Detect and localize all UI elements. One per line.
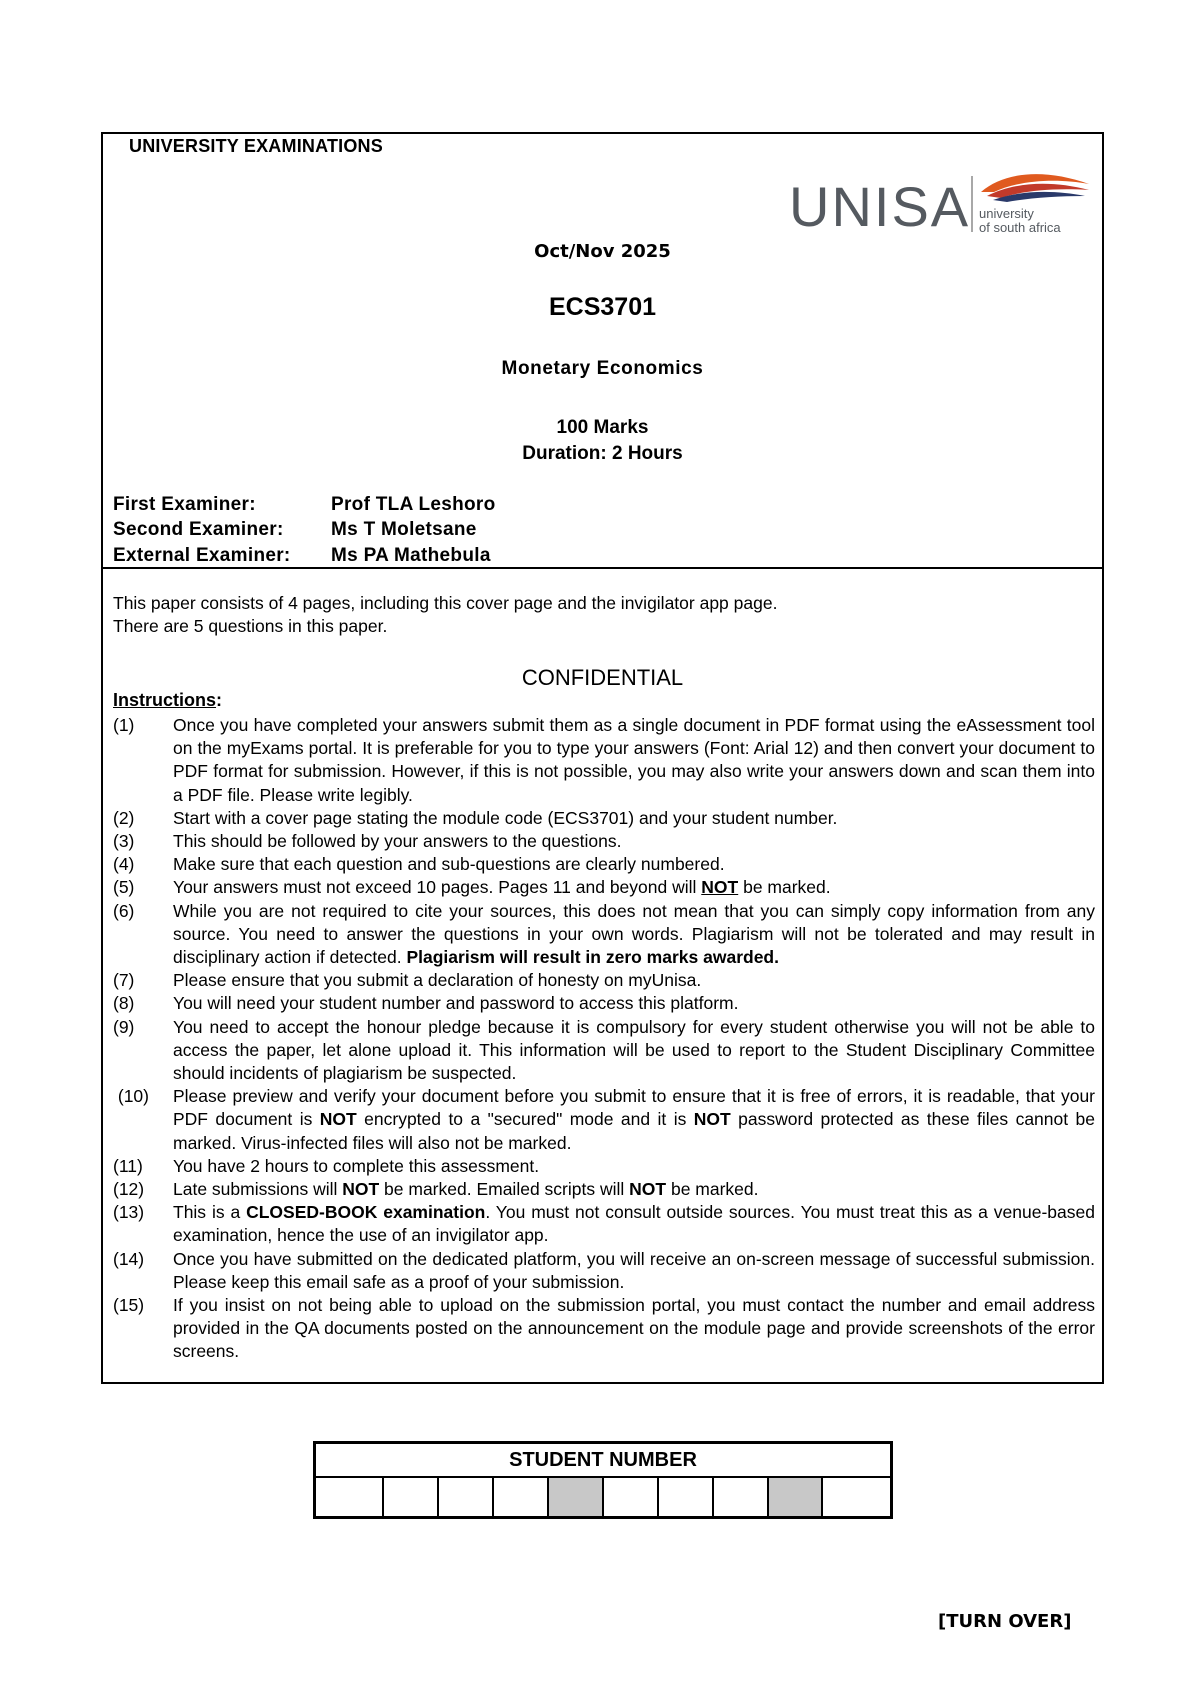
instruction-text-part: be marked. Emailed scripts will xyxy=(379,1179,630,1200)
student-number-cell[interactable] xyxy=(603,1477,658,1518)
unisa-logo-wordmark: UNISA xyxy=(789,175,971,238)
instructions-heading-text: Instructions xyxy=(113,690,217,710)
instruction-text: You will need your student number and password to access this platform. xyxy=(173,993,739,1014)
turn-over-label: [TURN OVER] xyxy=(938,1611,1072,1632)
examiner-row xyxy=(113,492,496,518)
instruction-item xyxy=(113,830,1095,853)
instruction-text xyxy=(173,1178,1095,1201)
instruction-item xyxy=(113,1085,1095,1155)
student-number-cell[interactable] xyxy=(658,1477,713,1518)
instruction-emphasis: NOT xyxy=(342,1179,380,1200)
instruction-item xyxy=(113,1294,1095,1364)
instruction-text: You have 2 hours to complete this assessment. xyxy=(173,1155,540,1176)
instruction-item xyxy=(113,853,1095,876)
instruction-number: (14) xyxy=(113,1248,145,1269)
instruction-emphasis: CLOSED-BOOK examination xyxy=(246,1202,486,1223)
instruction-text: Start with a cover page stating the module code (ECS3701) and your student number. xyxy=(173,807,838,828)
instruction-item xyxy=(113,807,1095,830)
instruction-text: This should be followed by your answers to the questions. xyxy=(173,831,622,852)
confidential-heading: CONFIDENTIAL xyxy=(521,665,684,690)
student-number-cell[interactable] xyxy=(383,1477,438,1518)
instructions-heading-colon: : xyxy=(216,690,223,710)
instruction-emphasis: NOT xyxy=(701,877,739,898)
instruction-text-part: be marked. xyxy=(738,877,831,898)
instruction-text xyxy=(173,1085,1095,1155)
instruction-number: (6) xyxy=(113,900,135,921)
paper-intro xyxy=(113,592,777,638)
instruction-emphasis: Plagiarism will result in zero marks awarded. xyxy=(406,947,779,968)
intro-pages-line: This paper consists of 4 pages, including this cover page and the invigilator app page. xyxy=(113,593,778,613)
instruction-text-part: Please preview and verify your document before you submit to ensure that it is free of errors, it is readable, that your PDF document is xyxy=(173,1086,1095,1130)
instruction-text-part: Your answers must not exceed 10 pages. Pages 11 and beyond will xyxy=(173,877,702,898)
instruction-text xyxy=(173,900,1095,970)
instruction-number: (1) xyxy=(113,715,135,735)
instruction-text: Make sure that each question and sub-questions are clearly numbered. xyxy=(173,854,725,875)
instruction-item xyxy=(113,900,1095,970)
instruction-text-part: Late submissions will xyxy=(173,1179,343,1200)
instruction-item xyxy=(113,1201,1095,1247)
module-name: Monetary Economics xyxy=(501,358,704,379)
instruction-emphasis: NOT xyxy=(319,1109,357,1130)
examiner-name: Prof TLA Leshoro xyxy=(331,493,496,515)
instruction-item xyxy=(113,1016,1095,1086)
student-number-cell-shaded xyxy=(548,1477,603,1518)
unisa-logo-tagline-2: of south africa xyxy=(979,220,1061,235)
examiner-label: Second Examiner: xyxy=(113,519,284,541)
student-number-cell[interactable] xyxy=(822,1477,891,1518)
student-number-header: STUDENT NUMBER xyxy=(315,1443,892,1478)
examiner-row xyxy=(113,518,496,544)
examiner-name: Ms T Moletsane xyxy=(331,519,477,541)
instructions-list xyxy=(113,714,1095,1364)
instruction-text-part: encrypted to a "secured" mode and it is xyxy=(356,1109,694,1130)
instruction-number: (11) xyxy=(113,1155,143,1176)
student-number-cell[interactable] xyxy=(438,1477,493,1518)
instructions-heading xyxy=(113,690,222,711)
instruction-item xyxy=(113,1178,1095,1201)
cover-box xyxy=(101,132,1104,1384)
instruction-item xyxy=(113,992,1095,1015)
instruction-emphasis: NOT xyxy=(693,1109,731,1130)
examiners-list xyxy=(113,492,496,569)
instruction-number: (13) xyxy=(113,1202,145,1223)
intro-questions-line: There are 5 questions in this paper. xyxy=(113,616,388,636)
instruction-text: Please ensure that you submit a declaration of honesty on myUnisa. xyxy=(173,970,702,991)
instruction-item xyxy=(113,876,1095,899)
instruction-text-part: be marked. xyxy=(666,1179,759,1200)
instruction-number: (9) xyxy=(113,1016,135,1037)
exam-date: Oct/Nov 2025 xyxy=(534,241,671,262)
instruction-number: (8) xyxy=(113,993,135,1014)
instruction-number: (15) xyxy=(113,1295,145,1316)
section-divider xyxy=(103,567,1102,569)
student-number-cell[interactable] xyxy=(713,1477,768,1518)
instruction-number: (12) xyxy=(113,1179,145,1200)
module-code: ECS3701 xyxy=(548,293,657,321)
examiner-label: First Examiner: xyxy=(113,493,256,515)
student-number-cell[interactable] xyxy=(315,1477,384,1518)
instruction-number: (5) xyxy=(113,877,135,898)
instruction-number: (3) xyxy=(113,831,135,852)
instruction-number: (7) xyxy=(113,970,135,991)
instruction-item xyxy=(113,1248,1095,1294)
instruction-text-part: While you are not required to cite your sources, this does not mean that you can simply copy information from any source. You need to answer the questions in your own words. Plagiarism will not be tolerated and may result in disciplinary action if detected. xyxy=(173,900,1095,968)
student-number-cell[interactable] xyxy=(493,1477,548,1518)
instruction-number: (4) xyxy=(113,854,135,875)
instruction-number: (10) xyxy=(113,1086,149,1107)
instruction-text: You need to accept the honour pledge because it is compulsory for every student otherwise you will not be able to access the paper, let alone upload it. This information will be used to report to the Student Disciplinary Committee should incidents of plagiarism be suspected. xyxy=(173,1016,1095,1084)
student-number-table xyxy=(313,1441,893,1519)
exam-duration: Duration: 2 Hours xyxy=(522,443,683,464)
instruction-item xyxy=(113,1155,1095,1178)
instruction-text-part: password protected as these files cannot be marked. Virus-infected files will also not be marked. xyxy=(173,1109,1096,1153)
instruction-text: Once you have completed your answers submit them as a single document in PDF format using the eAssessment tool on the myExams portal. It is preferable for you to type your answers (Font: Arial 12) and then convert your document to PDF format for submission. However, if this is not possible, you may also write your answers down and scan them into a PDF file. Please write legibly. xyxy=(173,715,1095,805)
instruction-text-part: . You must not consult outside sources. You must treat this as a venue-based examination, hence the use of an invigilator app. xyxy=(173,1202,1095,1246)
total-marks: 100 Marks xyxy=(556,417,649,438)
instruction-item xyxy=(113,714,1095,807)
instruction-text-part: This is a xyxy=(173,1202,247,1223)
unisa-logo xyxy=(789,170,1089,240)
university-examinations-label: UNIVERSITY EXAMINATIONS xyxy=(129,136,383,156)
examiner-row xyxy=(113,543,496,569)
examiner-label: External Examiner: xyxy=(113,544,291,566)
instruction-text xyxy=(173,1201,1095,1247)
instruction-emphasis: NOT xyxy=(629,1179,667,1200)
instruction-text: Once you have submitted on the dedicated platform, you will receive an on-screen message of successful submission. Please keep this email safe as a proof of your submission. xyxy=(173,1248,1095,1292)
instruction-number: (2) xyxy=(113,807,135,828)
examiner-name: Ms PA Mathebula xyxy=(331,544,491,566)
unisa-logo-tagline-1: university xyxy=(979,206,1034,221)
instruction-item xyxy=(113,969,1095,992)
student-number-cell-shaded xyxy=(768,1477,823,1518)
instruction-text: If you insist on not being able to upload on the submission portal, you must contact the number and email address provided in the QA documents posted on the announcement on the module page and provide screenshots of the error screens. xyxy=(173,1295,1095,1362)
instruction-text xyxy=(173,876,1095,899)
